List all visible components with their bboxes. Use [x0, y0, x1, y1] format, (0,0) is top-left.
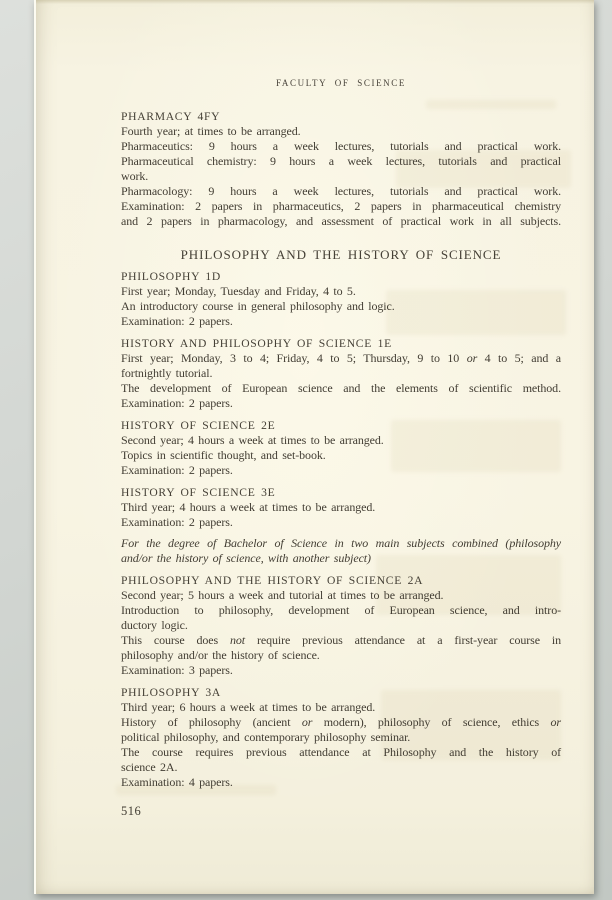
text-line: Examination: 3 papers.: [121, 663, 233, 677]
course-heading: HISTORY AND PHILOSOPHY OF SCIENCE 1E: [121, 337, 392, 350]
text-run: History of philosophy (ancient: [121, 715, 302, 729]
text-line: fortnightly tutorial.: [121, 366, 213, 380]
course-heading: PHILOSOPHY 1D: [121, 270, 221, 283]
text-line: Third year; 4 hours a week at times to be arranged.: [121, 500, 376, 514]
text-line: Second year; 5 hours a week and tutorial at times to be arranged.: [121, 588, 444, 602]
text-run: modern), philosophy of science, ethics: [312, 715, 551, 729]
text-line: science 2A.: [121, 760, 178, 774]
text-line: Topics in scientific thought, and set-book.: [121, 448, 326, 462]
text-line: An introductory course in general philosophy and logic.: [121, 299, 395, 313]
text-line: Examination: 2 papers.: [121, 396, 233, 410]
text-line: ductory logic.: [121, 618, 188, 632]
italic-run: or: [466, 351, 478, 365]
text-line: work.: [121, 169, 149, 183]
course-section-hist-sci-3e: [121, 485, 561, 530]
section-title: PHILOSOPHY AND THE HISTORY OF SCIENCE: [180, 247, 502, 262]
course-heading: PHILOSOPHY 3A: [121, 686, 221, 699]
text-line: The development of European science and the elements of scientific method.: [121, 381, 561, 395]
text-line: Third year; 6 hours a week at times to be arranged.: [121, 700, 376, 714]
text-line: Pharmaceutics: 9 hours a week lectures, tutorials and practical work.: [121, 139, 561, 153]
text-run: 4 to 5; and a: [477, 351, 561, 365]
italic-run: or: [301, 715, 313, 729]
book-page: [34, 0, 594, 894]
text-line: Examination: 4 papers.: [121, 775, 233, 789]
course-section-hist-sci-2e: [121, 418, 561, 478]
course-section-hist-phil-sci-1e: [121, 336, 561, 411]
text-line: and/or the history of science, with another subject): [121, 551, 371, 565]
text-line: [121, 715, 561, 730]
course-section-philosophy-1d: [121, 269, 561, 329]
course-heading: PHILOSOPHY AND THE HISTORY OF SCIENCE 2A: [121, 574, 424, 587]
running-header: FACULTY OF SCIENCE: [276, 78, 406, 88]
text-line: Second year; 4 hours a week at times to be arranged.: [121, 433, 384, 447]
text-run: This course does: [121, 633, 230, 647]
course-section-philosophy-3a: [121, 685, 561, 790]
text-line: philosophy and/or the history of science.: [121, 648, 320, 662]
text-line: Examination: 2 papers.: [121, 463, 233, 477]
text-line: [121, 351, 561, 366]
text-line: Examination: 2 papers.: [121, 314, 233, 328]
text-line: Introduction to philosophy, development of European science, and intro-: [121, 603, 561, 617]
page-content: [121, 76, 561, 819]
text-line: Pharmaceutical chemistry: 9 hours a week lectures, tutorials and practical: [121, 154, 561, 168]
text-line: Examination: 2 papers in pharmaceutics, 2 papers in pharmaceutical chemistry: [121, 199, 561, 213]
course-heading: HISTORY OF SCIENCE 3E: [121, 486, 276, 499]
text-line: First year; Monday, Tuesday and Friday, 4 to 5.: [121, 284, 356, 298]
course-section-pharmacy-4fy: [121, 109, 561, 229]
degree-note: [121, 536, 561, 566]
text-line: For the degree of Bachelor of Science in two main subjects combined (philosophy: [121, 536, 561, 550]
italic-run: not: [230, 633, 246, 647]
text-line: and 2 papers in pharmacology, and assessment of practical work in all subjects.: [121, 214, 561, 228]
text-run: First year; Monday, 3 to 4; Friday, 4 to 5; Thursday, 9 to 10: [121, 351, 467, 365]
text-line: The course requires previous attendance at Philosophy and the history of: [121, 745, 561, 759]
course-heading: PHARMACY 4FY: [121, 110, 221, 123]
course-heading: HISTORY OF SCIENCE 2E: [121, 419, 276, 432]
text-run: require previous attendance at a first-year course in: [245, 633, 561, 647]
italic-run: or: [550, 715, 561, 729]
text-line: Fourth year; at times to be arranged.: [121, 124, 301, 138]
text-line: Pharmacology: 9 hours a week lectures, tutorials and practical work.: [121, 184, 561, 198]
course-section-phil-hist-sci-2a: [121, 573, 561, 678]
text-line: Examination: 2 papers.: [121, 515, 233, 529]
page-number: 516: [121, 804, 142, 818]
text-line: political philosophy, and contemporary philosophy seminar.: [121, 730, 411, 744]
text-line: [121, 633, 561, 648]
